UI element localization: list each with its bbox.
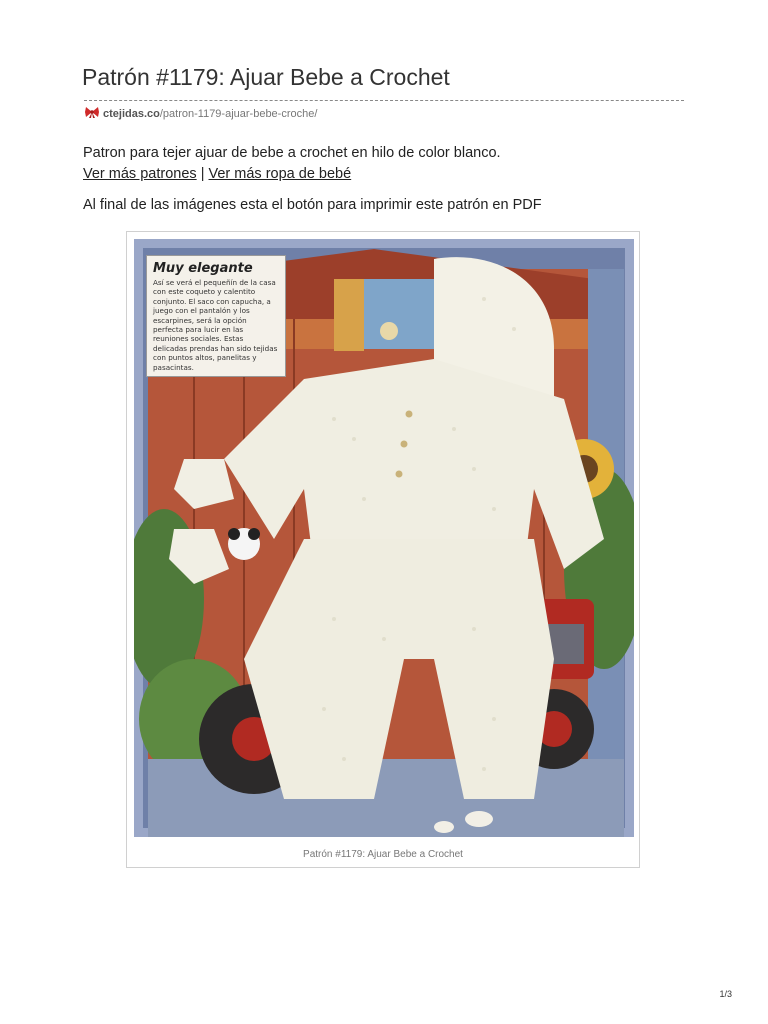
source-line bbox=[84, 106, 317, 121]
magazine-body: Así se verá el pequeñín de la casa con este coqueto y calentito conjunto. El saco con capucha, a juego con el pantalón y los escarpines, será la opción perfecta para lucir en las reuniones sociales. Estas delicadas prendas han sido tejidas con puntos altos, panelitas y pasacintas. bbox=[153, 278, 278, 372]
magazine-text-box bbox=[146, 255, 286, 377]
pattern-photo bbox=[134, 239, 634, 837]
page-number: 1/3 bbox=[719, 989, 732, 999]
pattern-figure bbox=[126, 231, 640, 868]
ribbon-bow-icon bbox=[84, 106, 100, 121]
title-divider bbox=[84, 100, 684, 101]
link-separator: | bbox=[200, 166, 205, 182]
intro-text: Patron para tejer ajuar de bebe a crochet en hilo de color blanco. bbox=[83, 145, 501, 161]
source-site-link[interactable]: ctejidas.co bbox=[103, 107, 160, 120]
more-baby-clothes-link[interactable]: Ver más ropa de bebé bbox=[208, 166, 352, 182]
pdf-note: Al final de las imágenes esta el botón para imprimir este patrón en PDF bbox=[83, 197, 542, 213]
more-patterns-link[interactable]: Ver más patrones bbox=[83, 166, 197, 182]
source-path: /patron-1179-ajuar-bebe-croche/ bbox=[159, 107, 318, 120]
page-title: Patrón #1179: Ajuar Bebe a Crochet bbox=[82, 64, 450, 90]
magazine-heading: Muy elegante bbox=[153, 261, 253, 276]
figure-caption: Patrón #1179: Ajuar Bebe a Crochet bbox=[303, 849, 463, 860]
intro-paragraph bbox=[83, 143, 501, 185]
